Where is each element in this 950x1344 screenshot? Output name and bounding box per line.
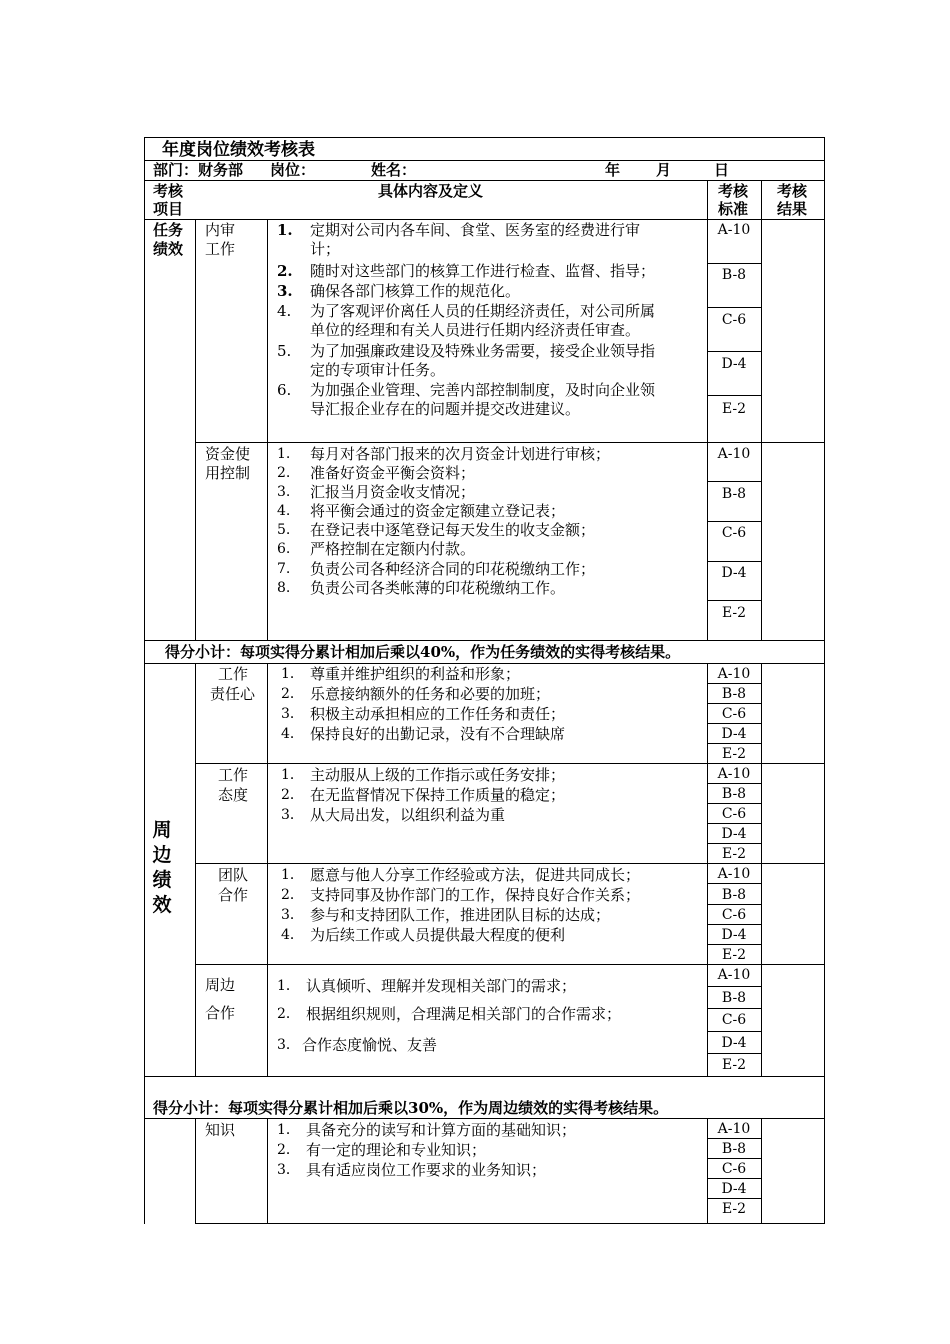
- grade-label: A-10: [717, 866, 751, 882]
- grade-label: E-2: [721, 846, 747, 862]
- grade-divider: [707, 743, 762, 744]
- grade-label: B-8: [721, 267, 747, 283]
- list-item: 为了加强廉政建设及特殊业务需要，接受企业领导指: [310, 342, 656, 360]
- list-item: 确保各部门核算工作的规范化。: [310, 282, 521, 300]
- list-item-number: 2．: [281, 787, 304, 803]
- grade-divider: [707, 1198, 762, 1199]
- list-item: 单位的经理和有关人员进行任期内经济责任审查。: [310, 321, 641, 339]
- list-item-number: 2．: [281, 686, 304, 702]
- subitem-teamwork: 合作: [218, 886, 249, 904]
- grade-label: C-6: [721, 525, 747, 541]
- list-item: 为加强企业管理、完善内部控制制度，及时向企业领: [310, 381, 656, 399]
- col-divider: [195, 1118, 196, 1224]
- list-item-number: 1．: [277, 978, 300, 994]
- table-border-bottom: [195, 1223, 825, 1224]
- list-item: 认真倾听、理解并发现相关部门的需求；: [306, 977, 577, 995]
- grade-label: A-10: [717, 967, 751, 983]
- subitem-funds: 用控制: [205, 464, 251, 482]
- list-item-number: 4．: [281, 726, 304, 742]
- list-item: 严格控制在定额内付款。: [310, 540, 476, 558]
- grade-divider: [707, 307, 762, 308]
- grade-label: A-10: [717, 446, 751, 462]
- header-content: 具体内容及定义: [378, 182, 484, 200]
- list-item-number: 6.: [277, 541, 291, 557]
- list-item: 准备好资金平衡会资料；: [310, 464, 476, 482]
- grade-label: E-2: [721, 746, 747, 762]
- list-item: 主动服从上级的工作指示或任务安排；: [310, 766, 566, 784]
- list-item: 在无监督情况下保持工作质量的稳定；: [310, 786, 566, 804]
- list-item-number: 4.: [277, 302, 292, 320]
- subitem-teamwork: 团队: [218, 866, 249, 884]
- grade-divider: [707, 521, 762, 522]
- list-item-number: 3．: [281, 807, 304, 823]
- grade-label: D-4: [721, 356, 747, 372]
- grade-divider: [707, 561, 762, 562]
- grade-divider: [707, 600, 762, 601]
- row-divider: [144, 663, 825, 664]
- list-item: 将平衡会通过的资金定额建立登记表；: [310, 502, 566, 520]
- list-item: 支持同事及协作部门的工作，保持良好合作关系；: [310, 886, 641, 904]
- grade-label: D-4: [721, 927, 747, 943]
- day-label: 日: [714, 161, 730, 179]
- grade-label: B-8: [721, 786, 747, 802]
- list-item: 参与和支持团队工作，推进团队目标的达成；: [310, 906, 611, 924]
- grade-label: B-8: [721, 1141, 747, 1157]
- list-item-number: 4.: [277, 503, 291, 519]
- grade-divider: [707, 1178, 762, 1179]
- col-divider: [761, 1118, 762, 1224]
- subitem-knowledge: 知识: [205, 1121, 236, 1139]
- row-divider: [144, 1076, 825, 1077]
- list-item: 尊重并维护组织的利益和形象；: [310, 665, 521, 683]
- grade-divider: [707, 703, 762, 704]
- grade-label: A-10: [717, 222, 751, 238]
- subitem-funds: 资金使: [205, 445, 251, 463]
- grade-divider: [707, 924, 762, 925]
- list-item: 乐意接纳额外的任务和必要的加班；: [310, 685, 551, 703]
- list-item-number: 2.: [277, 262, 293, 280]
- list-item: 在登记表中逐笔登记每天发生的收支金额；: [310, 521, 596, 539]
- list-item: 为后续工作或人员提供最大程度的便利: [310, 926, 566, 944]
- header-result: 结果: [777, 200, 808, 218]
- grade-divider: [707, 986, 762, 987]
- table-border-left: [144, 137, 145, 1224]
- list-item-number: 1．: [281, 867, 304, 883]
- grade-label: A-10: [717, 766, 751, 782]
- list-item-number: 4．: [281, 927, 304, 943]
- grade-divider: [707, 1031, 762, 1032]
- row-divider: [195, 442, 825, 443]
- list-item: 根据组织规则，合理满足相关部门的合作需求；: [306, 1005, 622, 1023]
- category-peripheral: 周 边 绩 效: [152, 819, 172, 916]
- grade-divider: [707, 803, 762, 804]
- grade-label: E-2: [721, 401, 747, 417]
- grade-divider: [707, 944, 762, 945]
- peripheral-subtotal: 得分小计：每项实得分累计相加后乘以30%，作为周边绩效的实得考核结果。: [153, 1099, 669, 1117]
- row-divider: [195, 863, 825, 864]
- grade-divider: [707, 481, 762, 482]
- row-divider: [144, 180, 825, 181]
- grade-label: B-8: [721, 887, 747, 903]
- grade-divider: [707, 843, 762, 844]
- col-divider: [195, 219, 196, 640]
- list-item: 定的专项审计任务。: [310, 361, 446, 379]
- grade-divider: [707, 683, 762, 684]
- list-item-number: 7.: [277, 561, 291, 577]
- month-label: 月: [656, 161, 672, 179]
- list-item: 合作态度愉悦、友善: [302, 1036, 438, 1054]
- grade-divider: [707, 1053, 762, 1054]
- list-item-number: 3．: [281, 907, 304, 923]
- category-task: 任务: [153, 221, 184, 239]
- list-item-number: 2．: [277, 1142, 300, 1158]
- subitem-audit: 工作: [205, 240, 236, 258]
- col-divider: [267, 1118, 268, 1224]
- grade-label: E-2: [721, 1201, 747, 1217]
- table-border-right: [824, 137, 825, 1224]
- list-item-number: 3.: [277, 282, 293, 300]
- list-item: 随时对这些部门的核算工作进行检查、监督、指导；: [310, 262, 656, 280]
- grade-label: A-10: [717, 1121, 751, 1137]
- list-item: 负责公司各种经济合同的印花税缴纳工作；: [310, 560, 596, 578]
- grade-label: C-6: [721, 907, 747, 923]
- grade-label: D-4: [721, 826, 747, 842]
- row-divider: [144, 1118, 825, 1119]
- list-item: 每月对各部门报来的次月资金计划进行审核；: [310, 445, 611, 463]
- grade-divider: [707, 1008, 762, 1009]
- subitem-cooperation: 周边: [205, 976, 236, 994]
- grade-label: D-4: [721, 565, 747, 581]
- list-item-number: 2.: [277, 465, 291, 481]
- list-item: 积极主动承担相应的工作任务和责任；: [310, 705, 566, 723]
- grade-label: E-2: [721, 1057, 747, 1073]
- list-item: 导汇报企业存在的问题并提交改进建议。: [310, 400, 581, 418]
- list-item: 计；: [310, 240, 341, 258]
- grade-label: D-4: [721, 1181, 747, 1197]
- row-divider: [195, 964, 825, 965]
- list-item-number: 1．: [277, 1122, 300, 1138]
- list-item-number: 5.: [277, 522, 291, 538]
- list-item-number: 1.: [277, 446, 291, 462]
- category-task: 绩效: [153, 240, 184, 258]
- list-item: 具备充分的读写和计算方面的基础知识；: [306, 1121, 577, 1139]
- row-divider: [144, 219, 825, 220]
- grade-label: C-6: [721, 706, 747, 722]
- list-item-number: 3．: [281, 706, 304, 722]
- list-item: 有一定的理论和专业知识；: [306, 1141, 487, 1159]
- grade-divider: [707, 823, 762, 824]
- subitem-cooperation: 合作: [205, 1004, 236, 1022]
- col-divider: [707, 180, 708, 640]
- header-standard: 考核: [718, 182, 749, 200]
- table-border-top: [144, 137, 825, 138]
- list-item: 从大局出发，以组织利益为重: [310, 806, 506, 824]
- grade-label: B-8: [721, 486, 747, 502]
- grade-divider: [707, 883, 762, 884]
- col-divider: [761, 663, 762, 1076]
- list-item-number: 1．: [281, 767, 304, 783]
- grade-divider: [707, 351, 762, 352]
- list-item: 愿意与他人分享工作经验或方法，促进共同成长；: [310, 866, 641, 884]
- list-item: 具有适应岗位工作要求的业务知识；: [306, 1161, 547, 1179]
- subitem-attitude: 态度: [218, 786, 249, 804]
- grade-divider: [707, 395, 762, 396]
- grade-label: E-2: [721, 605, 747, 621]
- grade-divider: [707, 1158, 762, 1159]
- dept-label: 部门：财务部: [153, 161, 244, 179]
- col-divider: [267, 663, 268, 1076]
- grade-label: C-6: [721, 1161, 747, 1177]
- subitem-audit: 内审: [205, 221, 236, 239]
- grade-label: A-10: [717, 666, 751, 682]
- row-divider: [195, 763, 825, 764]
- grade-label: C-6: [721, 1012, 747, 1028]
- grade-divider: [707, 783, 762, 784]
- col-divider: [267, 219, 268, 640]
- list-item-number: 8.: [277, 580, 291, 596]
- list-item: 为了客观评价离任人员的任期经济责任，对公司所属: [310, 302, 656, 320]
- grade-label: C-6: [721, 806, 747, 822]
- col-divider: [195, 663, 196, 1076]
- grade-label: B-8: [721, 686, 747, 702]
- list-item: 定期对公司内各车间、食堂、医务室的经费进行审: [310, 221, 641, 239]
- header-result: 考核: [777, 182, 808, 200]
- grade-divider: [707, 263, 762, 264]
- form-title: 年度岗位绩效考核表: [162, 140, 315, 160]
- grade-label: D-4: [721, 726, 747, 742]
- grade-divider: [707, 904, 762, 905]
- col-divider: [707, 663, 708, 1076]
- year-label: 年: [605, 161, 621, 179]
- list-item-number: 3．: [277, 1037, 300, 1053]
- task-subtotal: 得分小计：每项实得分累计相加后乘以40%，作为任务绩效的实得考核结果。: [165, 643, 681, 661]
- subitem-responsibility: 工作: [218, 665, 249, 683]
- col-divider: [761, 180, 762, 640]
- grade-label: B-8: [721, 990, 747, 1006]
- list-item: 保持良好的出勤记录，没有不合理缺席: [310, 725, 566, 743]
- grade-label: D-4: [721, 1035, 747, 1051]
- list-item-number: 3.: [277, 484, 291, 500]
- subitem-responsibility: 责任心: [210, 685, 256, 703]
- list-item: 负责公司各类帐薄的印花税缴纳工作。: [310, 579, 566, 597]
- list-item-number: 1．: [281, 666, 304, 682]
- name-label: 姓名：: [371, 161, 417, 179]
- col-divider: [707, 1118, 708, 1224]
- list-item-number: 2．: [281, 887, 304, 903]
- header-standard: 标准: [718, 200, 749, 218]
- header-item: 考核: [153, 182, 184, 200]
- list-item-number: 3．: [277, 1162, 300, 1178]
- list-item-number: 6.: [277, 381, 292, 399]
- header-item: 项目: [153, 200, 184, 218]
- list-item-number: 1.: [277, 221, 293, 239]
- grade-label: E-2: [721, 947, 747, 963]
- subitem-attitude: 工作: [218, 766, 249, 784]
- grade-divider: [707, 1138, 762, 1139]
- list-item-number: 5.: [277, 342, 292, 360]
- list-item: 汇报当月资金收支情况；: [310, 483, 476, 501]
- grade-label: C-6: [721, 312, 747, 328]
- list-item-number: 2．: [277, 1006, 300, 1022]
- row-divider: [144, 640, 825, 641]
- post-label: 岗位：: [270, 161, 316, 179]
- grade-divider: [707, 723, 762, 724]
